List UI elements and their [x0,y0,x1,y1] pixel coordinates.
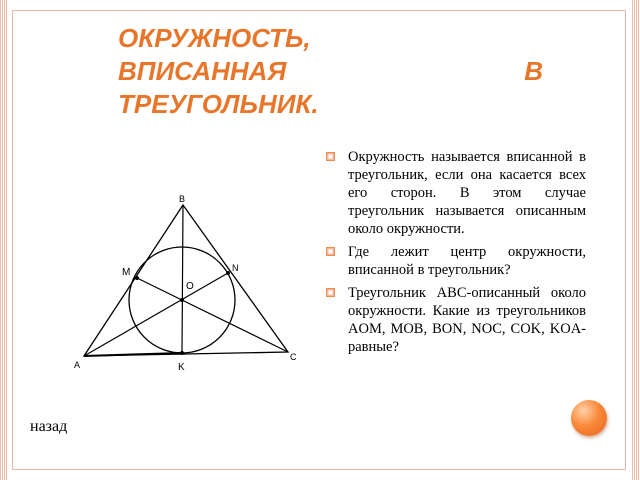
label-n: N [232,263,239,273]
segment-a-n [84,273,228,356]
square-bullet-icon [326,152,335,161]
label-o: O [186,281,194,292]
bullet-text: Где лежит центр окружности, вписанной в треугольник? [348,244,586,278]
label-k: K [178,362,185,373]
title-line-1: ОКРУЖНОСТЬ, [118,23,311,53]
segment-b-k [182,205,183,353]
slide-text [326,148,586,361]
bullet-item [326,284,586,356]
label-c: C [290,352,297,362]
action-button[interactable] [571,400,607,436]
segment-c-m [137,278,288,352]
inscribed-circle-figure [70,190,310,380]
label-b: B [179,194,186,204]
slide-title [118,22,543,121]
title-line-2-left: ВПИСАННАЯ [118,56,287,86]
point-o [180,298,184,302]
title-line-2 [118,55,543,88]
title-line-2-right: В [524,56,543,86]
title-line-3: ТРЕУГОЛЬНИК. [118,89,319,119]
square-bullet-icon [326,247,335,256]
left-decorative-stripe [0,0,8,480]
label-m: M [122,267,131,278]
bullet-item [326,243,586,279]
label-a: A [74,360,81,370]
point-k [180,351,184,355]
square-bullet-icon [326,288,335,297]
back-link[interactable]: назад [30,418,68,435]
bullet-item [326,148,586,238]
bullet-text: Окружность называется вписанной в треугольник, если она касается всех его сторон. В этом случае треугольник называется описанным около окружности. [348,149,586,237]
point-n [226,271,230,275]
bullet-text: Треугольник ABC-описанный около окружности. Какие из треугольников AOM, MOB, BON, NOC, COK, KOA-равные? [348,285,586,355]
point-m [135,276,139,280]
right-decorative-stripe [632,0,640,480]
